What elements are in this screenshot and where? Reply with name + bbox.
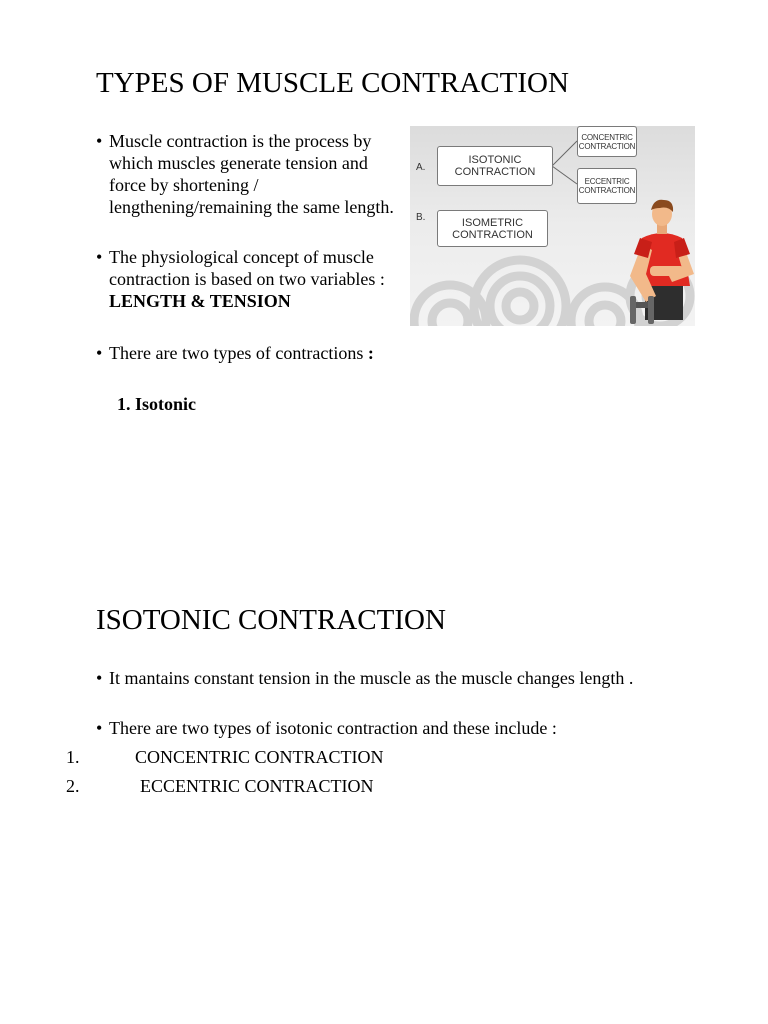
numbered-item-isotonic: 1. Isotonic xyxy=(117,394,197,414)
bullet-bold-text: LENGTH & TENSION xyxy=(109,291,291,311)
bullet-glyph: • xyxy=(96,343,103,363)
concentric-contraction-box xyxy=(577,126,637,157)
list-number-1: 1. xyxy=(66,747,80,767)
slide1-bullet-1 xyxy=(96,130,396,218)
bullet-glyph: • xyxy=(96,247,103,267)
slide1-title: TYPES OF MUSCLE CONTRACTION xyxy=(96,67,569,99)
figure-label-a: A. xyxy=(416,162,426,173)
bullet-text: Muscle contraction is the process by which muscles generate tension and force by shortening / lengthening/remaining the same length. xyxy=(109,131,394,217)
box-line: CONTRACTION xyxy=(454,166,536,178)
box-line: ISOMETRIC xyxy=(461,216,524,229)
isotonic-contraction-box xyxy=(437,146,553,186)
slide1-bullet-2 xyxy=(96,246,386,312)
box-line: ISOTONIC xyxy=(468,154,522,166)
bullet-text: The physiological concept of muscle contraction is based on two variables : xyxy=(109,247,385,289)
list-item-eccentric: ECCENTRIC CONTRACTION xyxy=(140,776,374,796)
slide1-bullet-3 xyxy=(96,342,386,364)
box-line: CONTRACTION xyxy=(452,228,533,241)
bullet-glyph: • xyxy=(96,718,103,738)
bullet-bold-text: : xyxy=(367,343,374,363)
contraction-types-figure xyxy=(410,126,695,326)
box-line: CONTRACTION xyxy=(578,186,636,195)
slide2-bullet-2 xyxy=(96,717,696,739)
bullet-glyph: • xyxy=(96,668,103,688)
bullet-text: There are two types of isotonic contraction and these include : xyxy=(109,718,557,738)
box-line: CONCENTRIC xyxy=(581,132,633,142)
slide2-title: ISOTONIC CONTRACTION xyxy=(96,604,446,636)
box-line: CONTRACTION xyxy=(578,141,636,151)
box-line: ECCENTRIC xyxy=(584,177,630,186)
bullet-text: There are two types of contractions xyxy=(109,343,368,363)
list-item-concentric: CONCENTRIC CONTRACTION xyxy=(135,747,384,767)
slide2-bullet-1 xyxy=(96,667,656,689)
list-number-2: 2. xyxy=(66,776,80,796)
eccentric-contraction-box xyxy=(577,168,637,204)
bullet-glyph: • xyxy=(96,131,103,151)
figure-label-b: B. xyxy=(416,212,426,223)
bullet-text: It mantains constant tension in the muscle as the muscle changes length . xyxy=(109,668,634,688)
isometric-contraction-box xyxy=(437,210,548,247)
